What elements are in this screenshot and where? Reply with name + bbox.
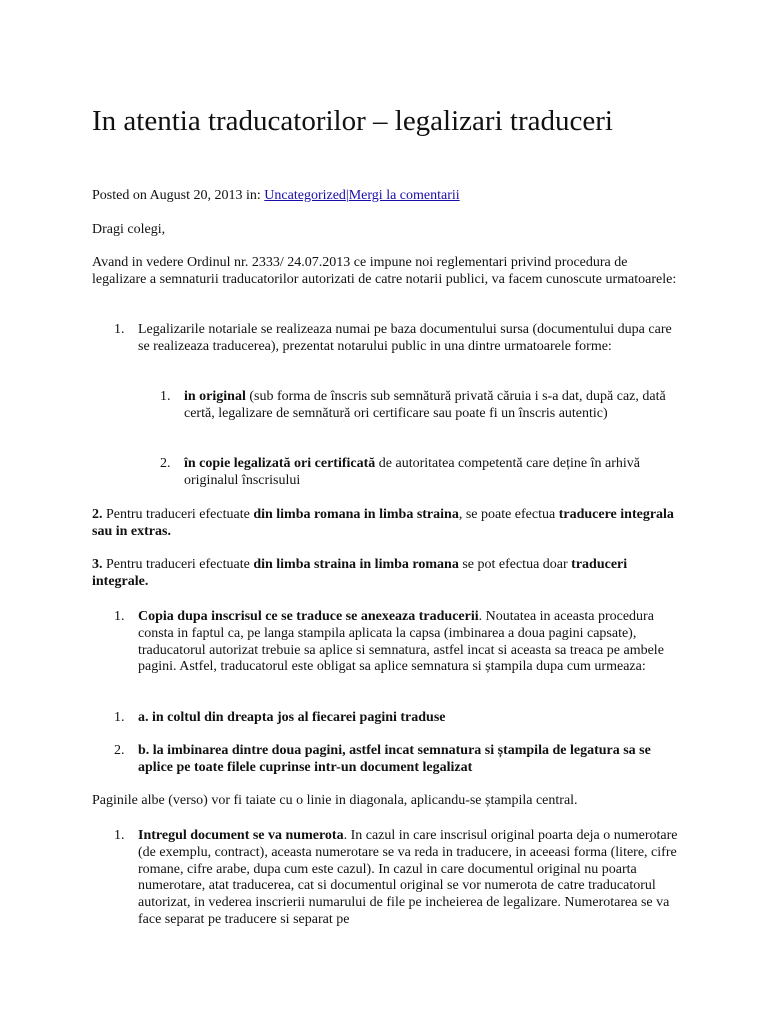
bold-term: in original	[184, 389, 246, 404]
verso-note: Paginile albe (verso) vor fi taiate cu o linie in diagonala, aplicandu-se ștampila central.	[92, 793, 578, 808]
sublist-item-original: in original (sub forma de înscris sub semnătură privată căruia i s-a dat, după caz, dată certă, legalizare de semnătură ori certificare sau poate fi un înscris autentic)	[184, 389, 666, 421]
list-item-bottom-right-corner: a. in coltul din dreapta jos al fiecarei pagini traduse	[138, 710, 446, 725]
list-item-page-junction: b. la imbinarea dintre doua pagini, astfel incat semnatura si ștampila de legatura sa se aplice pe toate filele cuprinse intr-un document legalizat	[138, 743, 651, 775]
list-item-source-document: Legalizarile notariale se realizeaza numai pe baza documentului sursa (documentului dupa care se realizeaza traducerea), prezentat notarului public in una dintre urmatoarele forme:	[138, 322, 672, 354]
comments-link[interactable]: Mergi la comentarii	[348, 188, 460, 203]
bold-term: Intregul document se va numerota	[138, 828, 344, 843]
list-number: 1.	[114, 322, 125, 337]
post-title: In atentia traducatorilor – legalizari traduceri	[92, 105, 613, 137]
intro-paragraph: Avand in vedere Ordinul nr. 2333/ 24.07.2013 ce impune noi reglementari privind procedura de legalizare a semnaturii traducatorilor autorizati de catre notarii publici, va facem cunoscute urmatoarele:	[92, 255, 677, 287]
list-number: 1.	[114, 828, 125, 843]
link-separator: |	[345, 188, 349, 203]
greeting: Dragi colegi,	[92, 222, 166, 237]
sublist-number: 2.	[160, 456, 171, 471]
sublist-number: 1.	[160, 389, 171, 404]
post-meta	[92, 188, 460, 205]
list-item-numbering: Intregul document se va numerota. In cazul in care inscrisul original poarta deja o numerotare (de exemplu, contract), aceasta numerotare se va reda in traducere, in aceeasi forma (litere, cifre romane, cifre arabe, dupa cum este cazul). In cazul in care documentul original nu poarta numerotare, atat traducerea, cat si documentul original se vor numerota de catre traducatorul autorizat, in vederea inscrierii numarului de file pe incheierea de legalizare. Numerotarea se va face separat pe traducere si separat pe	[138, 828, 678, 927]
sublist-item-certified-copy: în copie legalizată ori certificată de autoritatea competentă care deține în arhivă originalul înscrisului	[184, 456, 640, 488]
list-item-copy-attached: Copia dupa inscrisul ce se traduce se anexeaza traducerii. Noutatea in aceasta procedura consta in faptul ca, pe langa stampila aplicata la capsa (imbinarea a doua pagini capsate), traducatorul autorizat trebuie sa aplice si semnatura, astfel incat si aceasta sa treaca pe ambele pagini. Astfel, traducatorul este obligat sa aplice semnatura si ștampila dupa cum urmeaza:	[138, 609, 664, 675]
category-link[interactable]: Uncategorized	[264, 188, 346, 203]
point-2-paragraph: 2. Pentru traduceri efectuate din limba romana in limba straina, se poate efectua traducere integrala sau in extras.	[92, 507, 674, 539]
list-number: 2.	[114, 743, 125, 758]
bold-term: în copie legalizată ori certificată	[184, 456, 376, 471]
posted-date: Posted on August 20, 2013 in:	[92, 188, 265, 203]
list-number: 1.	[114, 609, 125, 624]
bold-term: Copia dupa inscrisul ce se traduce se anexeaza traducerii	[138, 609, 479, 624]
point-3-paragraph: 3. Pentru traduceri efectuate din limba straina in limba romana se pot efectua doar traduceri integrale.	[92, 557, 628, 589]
list-number: 1.	[114, 710, 125, 725]
